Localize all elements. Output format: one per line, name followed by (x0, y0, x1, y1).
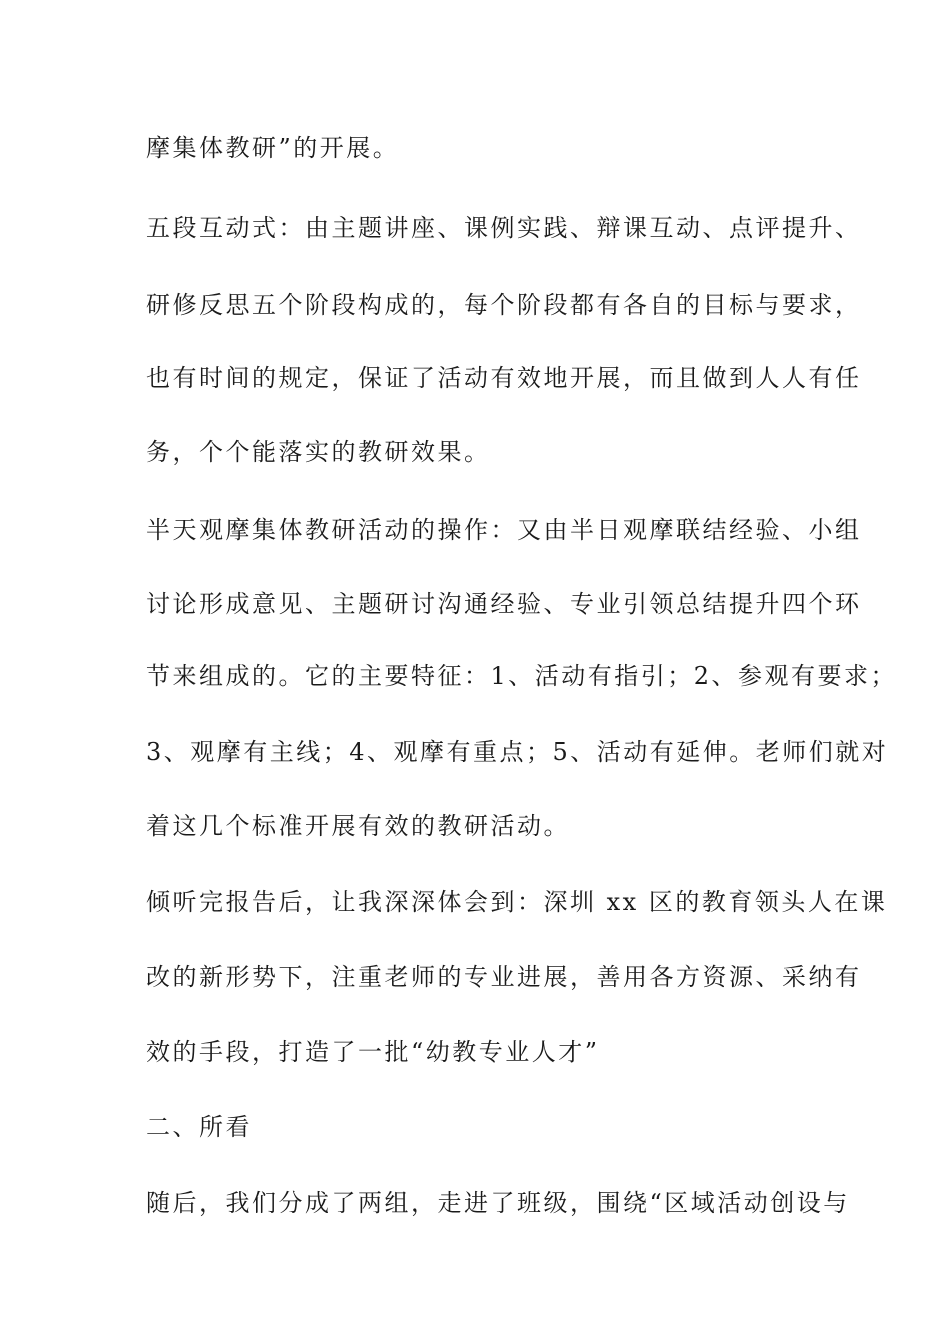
paragraph-line: 半天观摩集体教研活动的操作：又由半日观摩联结经验、小组 (146, 516, 862, 544)
paragraph-line: 倾听完报告后，让我深深体会到：深圳 xx 区的教育领头人在课 (146, 888, 888, 916)
paragraph-line: 五段互动式：由主题讲座、课例实践、辩课互动、点评提升、 (146, 214, 862, 242)
paragraph-line: 也有时间的规定，保证了活动有效地开展，而且做到人人有任 (146, 364, 862, 392)
paragraph-line: 随后，我们分成了两组，走进了班级，围绕“区域活动创设与 (146, 1189, 850, 1217)
paragraph-line: 讨论形成意见、主题研讨沟通经验、专业引领总结提升四个环 (146, 590, 862, 618)
paragraph-line: 摩集体教研”的开展。 (146, 134, 400, 162)
paragraph-line: 着这几个标准开展有效的教研活动。 (146, 812, 570, 840)
paragraph-line: 3、观摩有主线；4、观摩有重点；5、活动有延伸。老师们就对 (146, 738, 889, 766)
paragraph-line: 改的新形势下，注重老师的专业进展，善用各方资源、采纳有 (146, 963, 862, 991)
paragraph-line: 效的手段，打造了一批“幼教专业人才” (146, 1038, 600, 1066)
paragraph-line: 节来组成的。它的主要特征：1、活动有指引；2、参观有要求； (146, 662, 898, 690)
paragraph-line: 务，个个能落实的教研效果。 (146, 438, 491, 466)
section-heading: 二、所看 (146, 1113, 252, 1141)
paragraph-line: 研修反思五个阶段构成的，每个阶段都有各自的目标与要求， (146, 291, 862, 319)
